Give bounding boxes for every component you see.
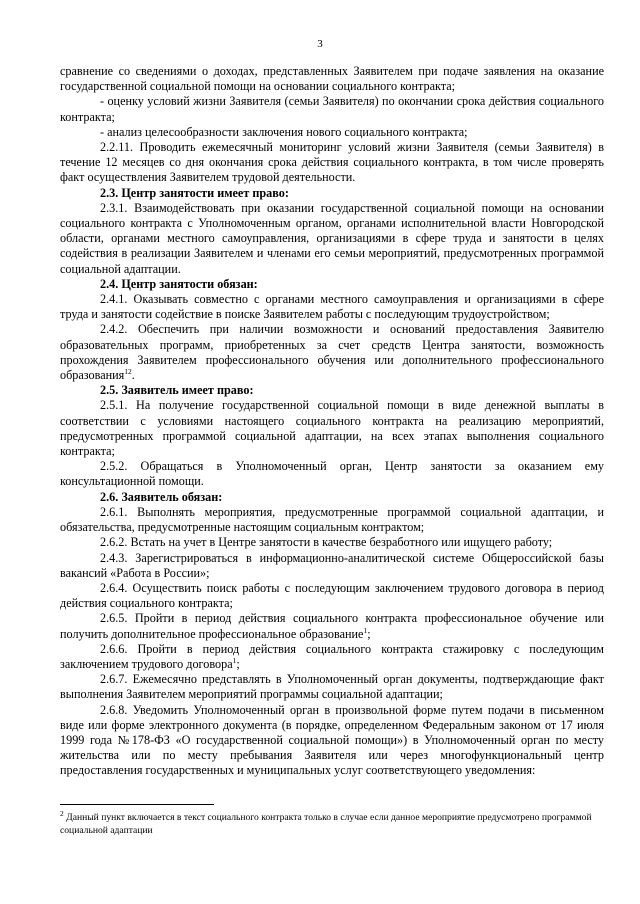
paragraph xyxy=(60,505,604,535)
section-heading xyxy=(60,277,604,292)
paragraph-text: сравнение со сведениями о доходах, представленных Заявителем при подаче заявления на оказание государственной социальной помощи на основании социального контракта; xyxy=(60,64,604,94)
paragraph-text: 2.6.5. Пройти в период действия социального контракта профессиональное обучение или получить дополнительное профессиональное образование xyxy=(60,611,604,641)
paragraph-text: 2.4.1. Оказывать совместно с органами местного самоуправления и организациями в сфере труда и занятости содействие в поиске Заявителем работы с последующим трудоустройством; xyxy=(60,292,604,322)
paragraph-text: 2.2.11. Проводить ежемесячный мониторинг условий жизни Заявителя (семьи Заявителя) в течение 12 месяцев со дня окончания срока действия социального контракта, в том числе проверять факт осуществления Заявителем трудовой деятельности. xyxy=(60,140,604,185)
paragraph-text: - анализ целесообразности заключения нового социального контракта; xyxy=(100,124,468,139)
section-heading xyxy=(60,383,604,398)
document-body xyxy=(60,64,604,779)
paragraph xyxy=(60,64,604,94)
paragraph-text: 2.6.6. Пройти в период действия социального контракта стажировку с последующим заключением трудового договора xyxy=(60,641,604,671)
paragraph-text: 2.4. Центр занятости обязан: xyxy=(100,276,258,291)
footnote-divider xyxy=(60,804,214,805)
paragraph-text: 2.6.1. Выполнять мероприятия, предусмотренные программой социальной адаптации, и обязательства, предусмотренные настоящим социальным контрактом; xyxy=(60,504,604,535)
paragraph xyxy=(60,642,604,672)
paragraph xyxy=(60,611,604,641)
paragraph-punctuation: . xyxy=(131,368,135,383)
paragraph-text: 2.5.1. На получение государственной социальной помощи в виде денежной выплаты в соответствии с условиями настоящего социального контракта на реализацию мероприятий, предусмотренных программой социальной адаптации, на всех этапах выполнения социального контракта; xyxy=(60,398,604,459)
paragraph xyxy=(60,322,604,383)
section-heading xyxy=(60,490,604,505)
footnote-reference: 12 xyxy=(124,367,132,376)
paragraph-punctuation: ; xyxy=(236,656,240,671)
paragraph-text: 2.4.3. Зарегистрироваться в информационно-аналитической системе Общероссийской базы вакансий «Работа в России»; xyxy=(60,550,604,580)
page-number: 3 xyxy=(317,38,323,50)
paragraph xyxy=(60,581,604,611)
paragraph-text: 2.6.7. Ежемесячно представлять в Уполномоченный орган документы, подтверждающие факт выполнения Заявителем мероприятий программы социальной адаптации; xyxy=(60,672,604,702)
paragraph-text: 2.5. Заявитель имеет право: xyxy=(100,383,254,398)
paragraph-text: 2.6.8. Уведомить Уполномоченный орган в произвольной форме путем подачи в письменном виде или форме электронного документа (в порядке, определенном Федеральным законом от 17 июля 1999 года №178-ФЗ «О государственной социальной помощи») в Уполномоченный орган по месту жительства или по месту пребывания Заявителя или через многофункциональный центр предоставления государственных и муниципальных услуг соответствующего уведомления: xyxy=(60,702,604,778)
paragraph xyxy=(60,94,604,124)
paragraph xyxy=(60,551,604,581)
paragraph xyxy=(60,125,604,140)
footnote xyxy=(60,808,604,837)
paragraph-text: 2.5.2. Обращаться в Уполномоченный орган, Центр занятости за оказанием ему консультационной помощи. xyxy=(60,459,604,489)
paragraph-text: - оценку условий жизни Заявителя (семьи Заявителя) по окончании срока действия социального контракта; xyxy=(60,94,604,124)
paragraph xyxy=(60,672,604,702)
footnote-marker: 2 xyxy=(60,808,64,818)
footnote-reference: 1 xyxy=(363,625,368,635)
paragraph-text: 2.3.1. Взаимодействовать при оказании государственной социальной помощи на основании социального контракта с Уполномоченным органом, органами исполнительной власти Новгородской области, органами местного самоуправления, организациями в сфере труда и занятости в целях содействия в реализации Заявителем и членами его семьи мероприятий, предусмотренных программой социальной адаптации. xyxy=(60,200,604,276)
paragraph xyxy=(60,703,604,779)
paragraph xyxy=(60,292,604,322)
paragraph-text: 2.6.2. Встать на учет в Центре занятости в качестве безработного или ищущего работу; xyxy=(100,535,553,550)
paragraph-text: 2.6. Заявитель обязан: xyxy=(100,489,223,504)
paragraph xyxy=(60,535,604,550)
section-heading xyxy=(60,186,604,201)
footnote-text: Данный пункт включается в текст социального контракта только в случае если данное мероприятие предусмотрено программой социальной адаптации xyxy=(60,812,592,836)
paragraph-punctuation: ; xyxy=(367,626,371,641)
paragraph xyxy=(60,201,604,277)
paragraph-text: 2.3. Центр занятости имеет право: xyxy=(100,185,289,200)
footnote-reference: 1 xyxy=(232,655,237,665)
paragraph-text: 2.6.4. Осуществить поиск работы с последующим заключением трудового договора в период действия социального контракта; xyxy=(60,580,604,611)
paragraph xyxy=(60,459,604,489)
paragraph xyxy=(60,140,604,186)
paragraph xyxy=(60,398,604,459)
paragraph-text: 2.4.2. Обеспечить при наличии возможности и оснований предоставления Заявителю образовательных программ, приобретенных за счет средств Центра занятости, возможность прохождения Заявителем профессионального обучения или дополнительного профессионального образования xyxy=(60,322,604,383)
